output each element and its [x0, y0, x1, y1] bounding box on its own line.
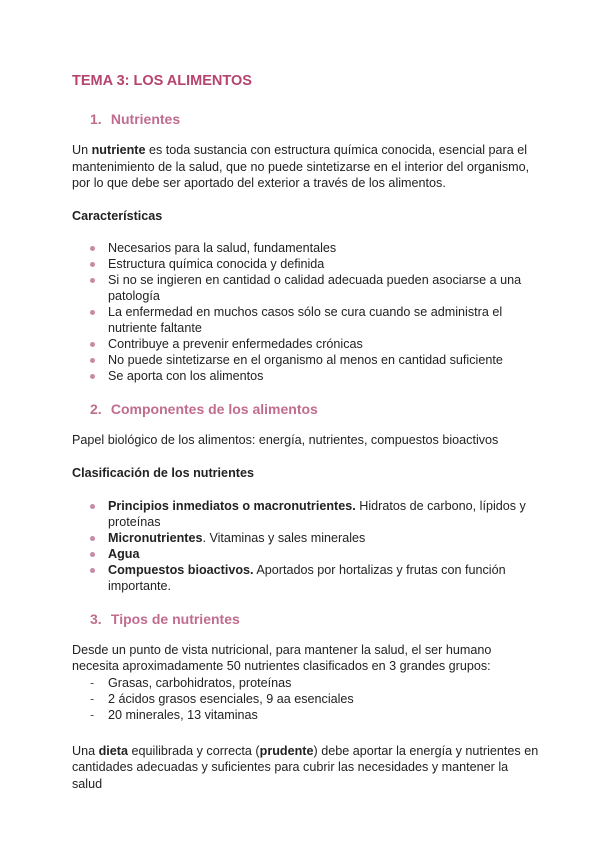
- list-item: - 2 ácidos grasos esenciales, 9 aa esenciales: [90, 691, 354, 706]
- section-heading-componentes: [72, 400, 540, 418]
- dash-marker: -: [90, 691, 95, 706]
- section-heading-nutrientes: [72, 110, 540, 128]
- list-item: La enfermedad en muchos casos sólo se cura cuando se administra el nutriente faltante: [72, 304, 540, 336]
- bold-term: nutriente: [91, 143, 146, 157]
- list-item: Necesarios para la salud, fundamentales: [72, 240, 540, 256]
- section-number: 2.: [90, 401, 102, 418]
- list-item: - Grasas, carbohidratos, proteínas: [90, 675, 292, 690]
- tipos-intro-text: Desde un punto de vista nutricional, para mantener la salud, el ser humano necesita aproximadamente 50 nutrientes clasificados en 3 grandes grupos:: [72, 642, 492, 674]
- subheading-caracteristicas: Características: [72, 208, 163, 223]
- list-item: Estructura química conocida y definida: [72, 256, 540, 272]
- document-title: TEMA 3: LOS ALIMENTOS: [72, 73, 252, 89]
- dieta-paragraph: Una dieta equilibrada y correcta (prudente) debe aportar la energía y nutrientes en cantidades adecuadas y suficientes para cubrir las necesidades y mantener la salud: [72, 743, 539, 791]
- section-heading-text: Componentes de los alimentos: [110, 401, 318, 418]
- list-item: Si no se ingieren en cantidad o calidad adecuada pueden asociarse a una patología: [72, 272, 540, 304]
- caracteristicas-list: [72, 240, 540, 384]
- list-item: Compuestos bioactivos. Aportados por hortalizas y frutas con función importante.: [72, 562, 540, 594]
- section-heading-tipos: [72, 610, 540, 628]
- subheading-clasificacion: Clasificación de los nutrientes: [72, 465, 254, 480]
- list-item: Contribuye a prevenir enfermedades crónicas: [72, 336, 540, 352]
- dash-marker: -: [90, 707, 95, 722]
- section-heading-text: Nutrientes: [110, 111, 181, 127]
- clasificacion-list: [72, 498, 540, 594]
- section-number: 3.: [90, 610, 102, 627]
- list-item: Micronutrientes. Vitaminas y sales minerales: [72, 530, 540, 546]
- list-item: No puede sintetizarse en el organismo al menos en cantidad suficiente: [72, 352, 540, 368]
- dash-marker: -: [90, 675, 95, 690]
- papel-biologico-text: Papel biológico de los alimentos: energía, nutrientes, compuestos bioactivos: [72, 433, 499, 448]
- list-item: - 20 minerales, 13 vitaminas: [90, 707, 258, 722]
- grupos-list: [72, 675, 540, 723]
- section-heading-text: Tipos de nutrientes: [110, 610, 240, 627]
- section-number: 1.: [90, 111, 102, 127]
- list-item: Se aporta con los alimentos: [72, 368, 540, 384]
- list-item: Principios inmediatos o macronutrientes. Hidratos de carbono, lípidos y proteínas: [72, 498, 540, 530]
- nutriente-definition: Un nutriente es toda sustancia con estructura química conocida, esencial para el mantenimiento de la salud, que no puede sintetizarse en el interior del organismo, por lo que debe ser aportado del exterior a través de los alimentos.: [72, 143, 530, 191]
- list-item: Agua: [72, 546, 540, 562]
